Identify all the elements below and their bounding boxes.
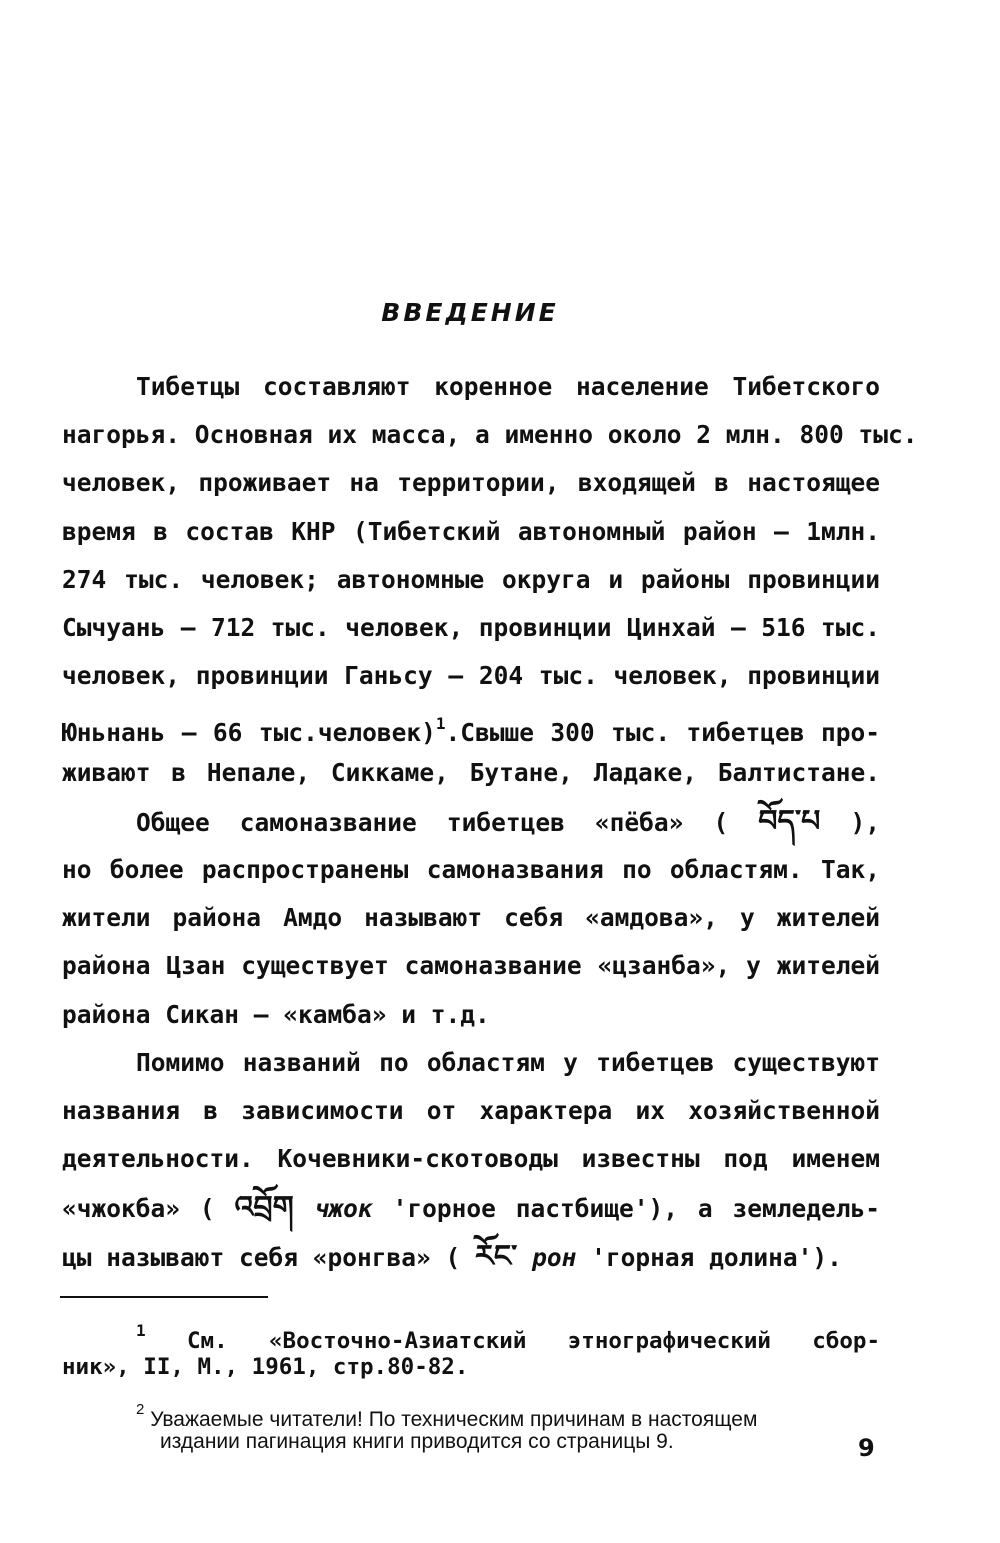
paragraph-1-line-4: время в состав КНР (Тибетский автономный район – 1млн.	[62, 517, 880, 546]
p3-l5-text-a: цы называют себя «ронгва» (	[62, 1243, 461, 1272]
paragraph-1-line-3: человек, проживает на территории, входящей в настоящее	[62, 468, 880, 497]
p3-l5-text-b: 'горная долина').	[591, 1243, 842, 1272]
paragraph-3-line-5	[62, 1240, 880, 1275]
p2-text-b: ),	[850, 808, 880, 837]
footnote-1-text-a: См. «Восточно-Азиатский этнографический сбор-	[187, 1328, 881, 1354]
transliteration-ron: рон	[532, 1243, 577, 1272]
paragraph-1-line-6: Сычуань – 712 тыс. человек, провинции Цинхай – 516 тыс.	[62, 613, 880, 642]
paragraph-3-line-4	[62, 1191, 880, 1226]
paragraph-3-line-1: Помимо названий по областям у тибетцев существуют	[136, 1048, 880, 1077]
paragraph-2-line-4: района Цзан существует самоназвание «цзанба», у жителей	[62, 951, 880, 980]
transliteration-chzhok: чжок	[313, 1194, 373, 1223]
footnote-ref-1: 1	[435, 714, 446, 733]
paragraph-3-line-3: деятельности. Кочевники-скотоводы известны под именем	[62, 1144, 880, 1173]
paragraph-1-line-8	[62, 707, 880, 750]
footnote-2-text-a: Уважаемые читатели! По техническим причинам в настоящем	[150, 1408, 758, 1431]
chapter-title: ВВЕДЕНИЕ	[381, 298, 559, 327]
paragraph-1-line-7: человек, провинции Ганьсу – 204 тыс. человек, провинции	[62, 661, 880, 690]
paragraph-1-line-5: 274 тыс. человек; автономные округа и районы провинции	[62, 565, 880, 594]
footnote-1-line-2: ник», II, М., 1961, стр.80-82.	[62, 1354, 469, 1380]
tibetan-word-ron: རོང་	[475, 1239, 518, 1274]
footnote-1-line-1	[136, 1316, 880, 1356]
p3-l4-text-a: «чжокба» (	[62, 1194, 215, 1223]
line-8-text-a: Юньнань – 66 тыс.человек)	[62, 718, 436, 747]
footnote-divider	[60, 1296, 268, 1298]
tibetan-word-chzhok: འབྲོག	[234, 1190, 294, 1225]
line-8-text-b: .Свыше 300 тыс. тибетцев про-	[445, 718, 880, 747]
footnote-2-mark: 2	[136, 1401, 145, 1418]
paragraph-2-line-5: района Сикан – «камба» и т.д.	[62, 1000, 490, 1029]
paragraph-2-line-2: но более распространены самоназвания по областям. Так,	[62, 855, 880, 884]
footnote-1-mark: 1	[136, 1321, 146, 1340]
paragraph-3-line-2: названия в зависимости от характера их хозяйственной	[62, 1096, 880, 1125]
paragraph-1-line-1: Тибетцы составляют коренное население Тибетского	[136, 372, 880, 401]
paragraph-2-line-1	[136, 805, 880, 840]
page-number: 9	[858, 1434, 875, 1462]
paragraph-1-line-9: живают в Непале, Сиккаме, Бутане, Ладаке, Балтистане.	[62, 758, 880, 787]
p2-text-a: Общее самоназвание тибетцев «пёба» (	[136, 808, 729, 837]
paragraph-2-line-3: жители района Амдо называют себя «амдова», у жителей	[62, 903, 880, 932]
p3-l4-text-b: 'горное пастбище'), а земледель-	[392, 1194, 880, 1223]
footnote-2-line-2: издании пагинация книги приводится со страницы 9.	[160, 1430, 674, 1453]
paragraph-1-line-2: нагорья. Основная их масса, а именно около 2 млн. 800 тыс.	[62, 420, 918, 449]
tibetan-word-peba: བོད་པ	[758, 804, 821, 839]
